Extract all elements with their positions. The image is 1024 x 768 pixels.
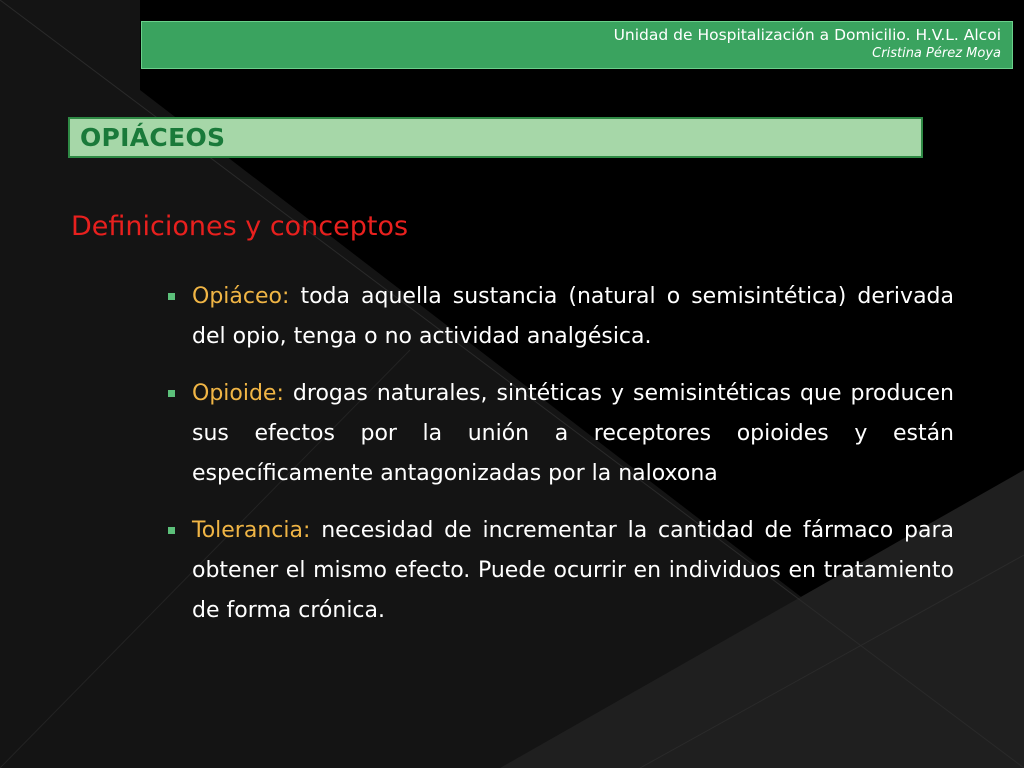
subtitle: Definiciones y conceptos	[71, 211, 409, 242]
definition-text: necesidad de incrementar la cantidad de fármaco para obtener el mismo efecto. Puede ocurrir en individuos en tratamiento de forma crónica.	[192, 518, 954, 623]
definition-item	[168, 374, 954, 494]
bullet-square-icon	[168, 527, 175, 534]
definition-text: drogas naturales, sintéticas y semisintéticas que producen sus efectos por la unión a receptores opioides y están específicamente antagonizadas por la naloxona	[192, 381, 954, 486]
section-title: OPIÁCEOS	[80, 123, 226, 152]
bullet-square-icon	[168, 390, 175, 397]
section-title-box	[68, 117, 923, 158]
definitions-list	[168, 277, 954, 648]
header-title: Unidad de Hospitalización a Domicilio. H.V.L. Alcoi	[613, 26, 1001, 44]
definition-term: Opioide:	[192, 381, 284, 406]
bullet-square-icon	[168, 293, 175, 300]
definition-text: toda aquella sustancia (natural o semisintética) derivada del opio, tenga o no actividad analgésica.	[192, 284, 954, 349]
header-author: Cristina Pérez Moya	[872, 46, 1001, 61]
definition-item	[168, 277, 954, 357]
definition-item	[168, 511, 954, 631]
header-bar	[141, 21, 1013, 69]
definition-term: Tolerancia:	[192, 518, 311, 543]
definition-term: Opiáceo:	[192, 284, 290, 309]
